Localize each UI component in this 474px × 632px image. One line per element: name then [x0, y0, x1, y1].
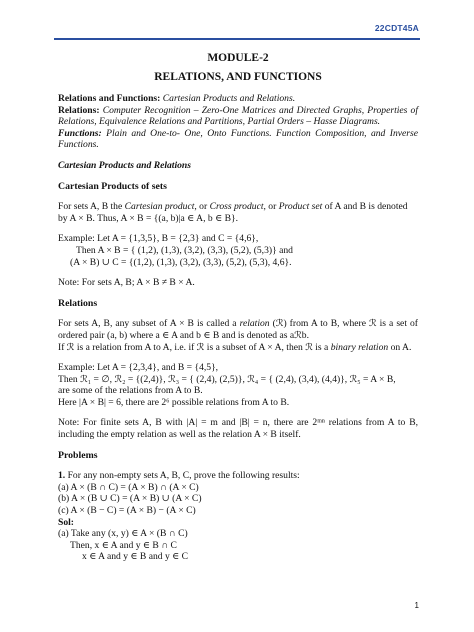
syllabus-line-3 [58, 128, 418, 151]
example-1-line-3: (A × B) ∪ C = {(1,2), (1,3), (3,2), (3,3), (5,2), (5,3), 4,6}. [70, 256, 292, 268]
cp-def-part: , or [194, 201, 210, 213]
section-heading-cp-relations: Cartesian Products and Relations [58, 159, 192, 171]
syllabus-text-2: Computer Recognition – Zero-One Matrices and Directed Graphs, Properties of Relations, Equivalence Relations and Partitions, Partial Orders – Hasse Diagrams. [58, 104, 418, 128]
syllabus-line-2 [58, 105, 418, 128]
relation-definition [58, 318, 418, 341]
section-heading-problems: Problems [58, 449, 98, 461]
problem-1-part-c: (c) A × (B − C) = (A × B) − (A × C) [58, 505, 196, 517]
rel-term-binary: binary relation [330, 341, 389, 353]
example-2-line-4: Here |A × B| = 6, there are 2⁶ possible relations from A to B. [58, 396, 290, 408]
rel-def-part: For sets A, B, any subset of A × B is called a [58, 318, 240, 330]
section-heading-relations: Relations [58, 297, 98, 309]
syllabus-text-3: Plain and One-to- One, Onto Functions. Function Composition, and Inverse Functions. [58, 127, 418, 151]
cp-term-cross: Cross product [209, 201, 264, 213]
module-title: MODULE-2 [207, 52, 269, 64]
subject-title: RELATIONS, AND FUNCTIONS [154, 71, 322, 83]
solution-line-2: Then, x ∈ A and y ∈ B ∩ C [70, 539, 177, 551]
solution-line-3: x ∈ A and y ∈ B and y ∈ C [82, 551, 189, 563]
cp-term-product-set: Product set [278, 201, 323, 213]
syllabus-text-1: Cartesian Products and Relations. [160, 93, 296, 104]
note-1: Note: For sets A, B; A × B ≠ B × A. [58, 277, 195, 289]
rel-term-relation: relation [239, 318, 270, 330]
example-1-line-1: Example: Let A = {1,3,5}, B = {2,3} and C = {4,6}, [58, 233, 259, 245]
binary-relation-definition [58, 342, 418, 354]
solution-label: Sol: [58, 516, 74, 528]
problem-text: For any non-empty sets A, B, C, prove the following results: [65, 470, 300, 482]
problem-1-statement [58, 470, 418, 482]
syllabus-label-2: Relations: [58, 104, 100, 116]
example-2-line-2: Then ℛ₁ = ∅, ℛ₂ = {(2,4)}, ℛ₃ = { (2,4), (2,5)}, ℛ₄ = { (2,4), (3,4), (4,4)}, ℛ₅ = A × B, [58, 373, 396, 385]
problem-1-part-a: (a) A × (B ∩ C) = (A × B) ∩ (A × C) [58, 481, 199, 493]
cartesian-product-definition [58, 201, 418, 224]
problem-1-part-b: (b) A × (B ∪ C) = (A × B) ∪ (A × C) [58, 493, 202, 505]
example-2-line-1: Example: Let A = {2,3,4}, and B = {4,5}, [58, 362, 219, 374]
binrel-def-part: on A. [388, 341, 412, 353]
syllabus-label-3: Functions: [58, 127, 102, 139]
rel-def-part: (ℛ) from A to B, where ℛ is a set of ordered pair (a, b) where a ∈ A and b ∈ B and is denoted as aℛb. [58, 318, 418, 341]
problem-number: 1. [58, 470, 66, 482]
example-2-line-3: are some of the relations from A to B. [58, 385, 203, 397]
cp-def-part: of A and B is denoted by A × B. Thus, A × B = {(a, b)|a ∈ A, b ∈ B}. [58, 201, 408, 224]
binrel-def-part: If ℛ is a relation from A to A, i.e. if ℛ is a subset of A × A, then ℛ is a [58, 341, 331, 353]
header-rule [54, 38, 420, 40]
syllabus-line-1 [58, 93, 418, 105]
cp-def-part: , or [263, 201, 279, 213]
cp-term-cartesian: Cartesian product [124, 201, 195, 213]
page-number: 1 [414, 601, 419, 610]
page-content [58, 51, 418, 563]
section-heading-cp-sets: Cartesian Products of sets [58, 180, 167, 192]
note-2: Note: For finite sets A, B with |A| = m and |B| = n, there are 2ᵐⁿ relations from A to B, including the empty relation as well as the relation A × B itself. [58, 417, 418, 441]
solution-line-1: (a) Take any (x, y) ∈ A × (B ∩ C) [58, 528, 188, 540]
cp-def-part: For sets A, B the [58, 201, 125, 213]
syllabus-label-1: Relations and Functions: [58, 93, 161, 104]
example-1-line-2: Then A × B = { (1,2), (1,3), (3,2), (3,3), (5,2), (5,3)} and [76, 244, 293, 256]
course-code: 22CDT45A [374, 23, 419, 33]
